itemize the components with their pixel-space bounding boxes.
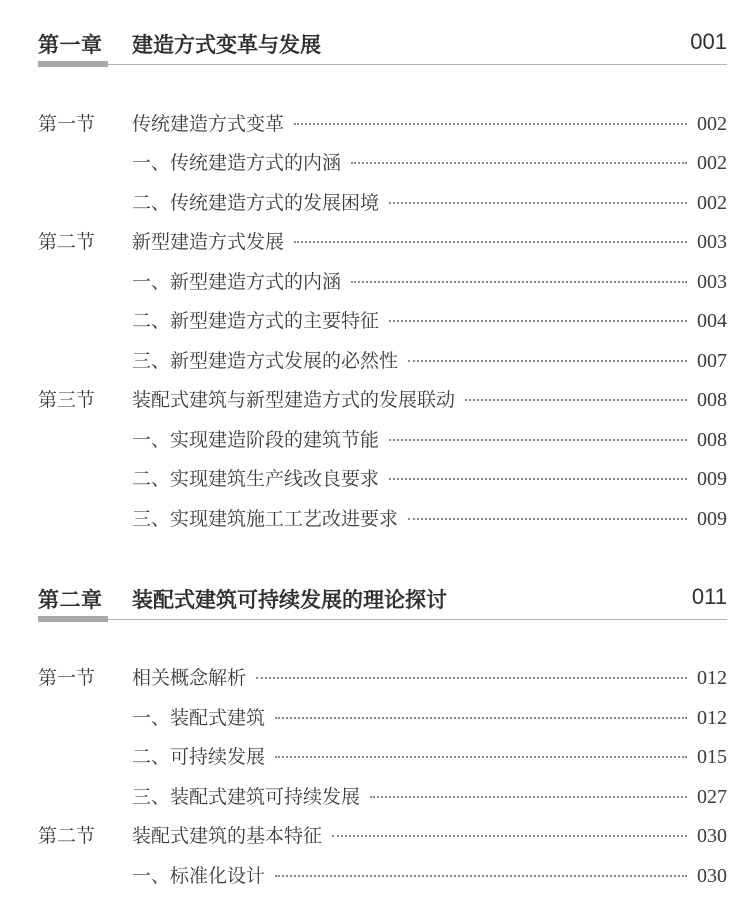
section-number: 第二节 bbox=[38, 231, 96, 253]
chapter-title: 装配式建筑可持续发展的理论探讨 bbox=[132, 588, 447, 612]
toc-section-entry bbox=[38, 385, 727, 415]
dot-leader bbox=[275, 717, 687, 719]
dot-leader bbox=[332, 835, 687, 837]
chapter-heading bbox=[38, 578, 727, 622]
dot-leader bbox=[389, 320, 687, 322]
subsection-title: 一、标准化设计 bbox=[132, 865, 266, 887]
subsection-title: 二、可持续发展 bbox=[132, 746, 266, 768]
dot-leader bbox=[294, 123, 687, 125]
section-title: 装配式建筑的基本特征 bbox=[132, 825, 323, 847]
chapter-divider bbox=[38, 619, 727, 620]
chapter-accent-bar bbox=[38, 61, 108, 67]
toc-subsection-entry bbox=[38, 504, 727, 534]
subsection-title: 三、装配式建筑可持续发展 bbox=[132, 786, 361, 808]
section-number: 第一节 bbox=[38, 667, 96, 689]
subsection-title: 三、新型建造方式发展的必然性 bbox=[132, 350, 399, 372]
page-number: 007 bbox=[697, 350, 727, 372]
page-number: 012 bbox=[697, 707, 727, 729]
toc-subsection-entry bbox=[38, 425, 727, 455]
page-number: 002 bbox=[697, 113, 727, 135]
dot-leader bbox=[389, 202, 687, 204]
dot-leader bbox=[275, 875, 687, 877]
dot-leader bbox=[370, 796, 687, 798]
subsection-title: 二、传统建造方式的发展困境 bbox=[132, 192, 380, 214]
section-number: 第二节 bbox=[38, 825, 96, 847]
chapter-divider bbox=[38, 64, 727, 65]
toc-subsection-entry bbox=[38, 267, 727, 297]
subsection-title: 三、实现建筑施工工艺改进要求 bbox=[132, 508, 399, 530]
chapter-accent-bar bbox=[38, 616, 108, 622]
dot-leader bbox=[408, 518, 687, 520]
section-title: 装配式建筑与新型建造方式的发展联动 bbox=[132, 389, 456, 411]
dot-leader bbox=[389, 478, 687, 480]
page-number: 008 bbox=[697, 429, 727, 451]
toc-section-entry bbox=[38, 663, 727, 693]
toc-section-entry bbox=[38, 109, 727, 139]
dot-leader bbox=[351, 281, 687, 283]
toc-subsection-entry bbox=[38, 148, 727, 178]
toc-section-entry bbox=[38, 227, 727, 257]
page-number: 004 bbox=[697, 310, 727, 332]
page-number: 008 bbox=[697, 389, 727, 411]
subsection-title: 一、传统建造方式的内涵 bbox=[132, 152, 342, 174]
toc-subsection-entry bbox=[38, 306, 727, 336]
toc-subsection-entry bbox=[38, 188, 727, 218]
section-number: 第三节 bbox=[38, 389, 96, 411]
chapter-number: 第一章 bbox=[38, 33, 103, 57]
dot-leader bbox=[389, 439, 687, 441]
page-number: 015 bbox=[697, 746, 727, 768]
dot-leader bbox=[256, 677, 687, 679]
toc-subsection-entry bbox=[38, 861, 727, 891]
page-number: 027 bbox=[697, 786, 727, 808]
section-title: 相关概念解析 bbox=[132, 667, 247, 689]
section-title: 新型建造方式发展 bbox=[132, 231, 285, 253]
page-number: 009 bbox=[697, 468, 727, 490]
chapter-heading bbox=[38, 23, 727, 67]
subsection-title: 一、新型建造方式的内涵 bbox=[132, 271, 342, 293]
toc-subsection-entry bbox=[38, 703, 727, 733]
toc-section-entry bbox=[38, 821, 727, 851]
chapter-number: 第二章 bbox=[38, 588, 103, 612]
toc-subsection-entry bbox=[38, 464, 727, 494]
dot-leader bbox=[465, 399, 687, 401]
page-number: 030 bbox=[697, 865, 727, 887]
page-number: 012 bbox=[697, 667, 727, 689]
page-number: 002 bbox=[697, 152, 727, 174]
section-title: 传统建造方式变革 bbox=[132, 113, 285, 135]
page-number: 030 bbox=[697, 825, 727, 847]
page-number: 003 bbox=[697, 231, 727, 253]
subsection-title: 二、实现建筑生产线改良要求 bbox=[132, 468, 380, 490]
page-number: 003 bbox=[697, 271, 727, 293]
chapter-page-number: 001 bbox=[690, 29, 727, 54]
subsection-title: 一、装配式建筑 bbox=[132, 707, 266, 729]
subsection-title: 一、实现建造阶段的建筑节能 bbox=[132, 429, 380, 451]
dot-leader bbox=[294, 241, 687, 243]
dot-leader bbox=[351, 162, 687, 164]
chapter-page-number: 011 bbox=[691, 584, 727, 609]
toc-subsection-entry bbox=[38, 742, 727, 772]
subsection-title: 二、新型建造方式的主要特征 bbox=[132, 310, 380, 332]
toc-subsection-entry bbox=[38, 346, 727, 376]
page-number: 002 bbox=[697, 192, 727, 214]
dot-leader bbox=[275, 756, 687, 758]
chapter-title: 建造方式变革与发展 bbox=[132, 33, 321, 57]
page-number: 009 bbox=[697, 508, 727, 530]
toc-subsection-entry bbox=[38, 782, 727, 812]
section-number: 第一节 bbox=[38, 113, 96, 135]
dot-leader bbox=[408, 360, 687, 362]
